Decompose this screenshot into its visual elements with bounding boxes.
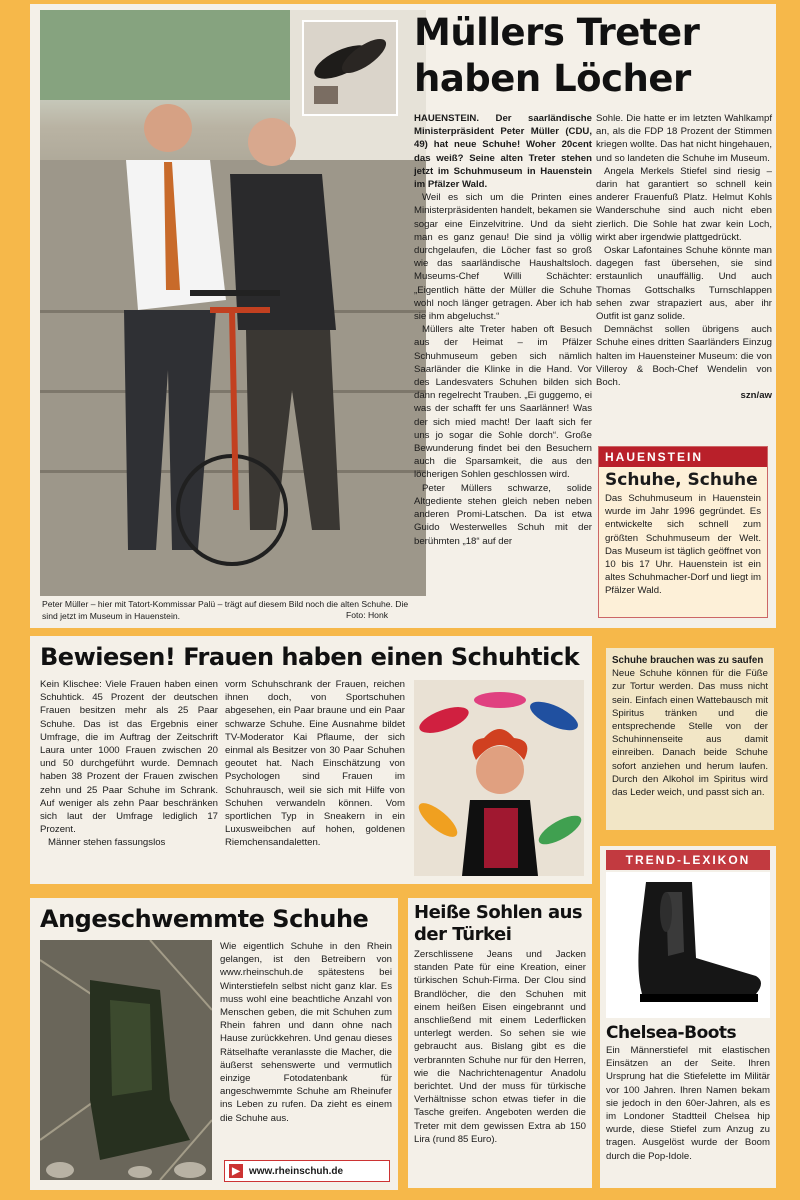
shoes-collage-illustration xyxy=(414,680,584,876)
link-text: www.rheinschuh.de xyxy=(249,1165,344,1177)
trend-lexikon-clipping xyxy=(600,846,776,1188)
rheinschuh-link[interactable] xyxy=(224,1160,390,1182)
main-article-column-2 xyxy=(596,112,772,402)
article-paragraph: vorm Schuhschrank der Frauen, reichen ihnen doch, von Sportschuhen abgesehen, ein Paar braune und ein Paar schwarze Schuhe. Eine Ausnahme bildet TV-Moderator Kai Pflaume, der sich einmal als Besitzer von 30 Paar Schuhen geoutet hat. Nach Einschätzung von Psychologen sind Frauen im Schuhrausch, weil sie sich mit Hilfe von Schuhen verwandeln können. Vom sportlichen Typ in Sneakern in ein Luxusweibchen auf hohen, goldenen Riemchensandaletten. xyxy=(225,679,405,849)
article-paragraph: Oskar Lafontaines Schuhe könnte man dagegen fast übersehen, sie sind erstaunlich unauffällig. Und auch Thomas Gottschalks Turnschlappen sehen zwar strapaziert aus, aber ihr Outfit ist ganz solide. xyxy=(596,245,772,323)
women-column-1 xyxy=(40,678,218,850)
article-paragraph: Angela Merkels Stiefel sind riesig – darin hat garantiert so schnell kein anderer Frauenfuß Platz. Helmut Kohls Wanderschuhe sind auch nicht eben zierlich. Die Sohle hat zwar kein Loch, wirkt aber irgendwie plattgedrückt. xyxy=(596,165,772,243)
inset-shoes-photo xyxy=(302,20,398,116)
turkey-shoes-clipping xyxy=(408,898,592,1188)
trend-lexikon-tag: TREND-LEXIKON xyxy=(606,850,770,870)
main-headline: Müllers Treter haben Löcher xyxy=(414,11,700,100)
article-paragraph: Zerschlissene Jeans und Jacken standen Pate für eine Kreation, einer türkischen Schuh-Firma. Der Clou sind Brandlöcher, die den Schuhen mit einem heißen Eisen eingebrannt und anschließend mit einem Lederflicken unterlegt werden. So sehen sie wie gebraucht aus. Bislang gibt es die verbrannten Schuhe nur für den Herren, wie die Nachrichtenagentur Anadolu berichtet. Und der muss für türkische Verhältnisse schon etwas tiefer in die Tasche greifen. Angeboten werden die Treter mit dem gewissen Extra ab 150 Lira (rund 85 Euro). xyxy=(414,949,586,1145)
rhine-body xyxy=(220,940,392,1125)
chelsea-boots-headline: Chelsea-Boots xyxy=(606,1023,737,1043)
women-shoes-clipping xyxy=(30,636,592,884)
turkey-headline: Heiße Sohlen aus der Türkei xyxy=(414,902,583,945)
shoe-care-tip-clipping xyxy=(606,648,774,830)
chelsea-boot-illustration xyxy=(606,872,770,1018)
chelsea-boot-photo xyxy=(606,872,770,1018)
arrow-right-icon: ▶ xyxy=(229,1164,243,1178)
author-signature: szn/aw xyxy=(740,390,772,402)
shoes-illustration xyxy=(304,22,396,114)
article-paragraph: Sohle. Die hatte er im letzten Wahlkampf an, als die FDP 18 Prozent der Stimmen kriegen wollte. Das hat nicht hingehauen, und so landeten die Schuhe im Museum. xyxy=(596,113,772,164)
boot-illustration xyxy=(40,940,212,1180)
photo-caption: Peter Müller – hier mit Tatort-Kommissar Palü – trägt auf diesem Bild noch die alten Schuhe. Die sind jetzt im Museum in Hauenstein. xyxy=(42,599,409,621)
tip-title: Schuhe brauchen was zu saufen xyxy=(612,655,764,666)
info-box-tag: HAUENSTEIN xyxy=(599,447,767,467)
photo-credit: Foto: Honk xyxy=(346,610,389,620)
main-article-clipping xyxy=(30,4,776,628)
article-paragraph: Müllers alte Treter haben oft Besuch aus der Heimat – im Pfälzer Schuhmuseum geben sich nämlich Saarländer die Klinke in die Hand. Vor des Landesvaters Schuhen bilden sich dann regelrecht Trauben. „Ei guggemo, ei was der schafft fer uns Saarlänner! Was der sich mied macht! Der laaft sich fer uns jo sogar die Sohle dorch“. Große Bewunderung findet bei den Besuchern auch die Sparsamkeit, die aus den löcherigen Sohlen geschlossen wird. xyxy=(414,324,592,481)
rhine-headline: Angeschwemmte Schuhe xyxy=(40,905,369,933)
rhine-shoes-clipping xyxy=(30,898,398,1190)
article-paragraph: Demnächst sollen übrigens auch Schuhe eines dritten Saarländers Einzug halten im Hauensteiner Museum: die von Villeroy & Boch-Chef Wendelin von Boch. xyxy=(596,324,772,389)
article-paragraph: Kein Klischee: Viele Frauen haben einen Schuhtick. 45 Prozent der deutschen Frauen besitzen mehr als 25 Paar Schuhe. Das ist das Ergebnis einer Umfrage, die im Auftrag der Zeitschrift Laura unter 1000 Frauen zwischen 20 und 50 durchgeführt wurde. Demnach haben 38 Prozent der Frauen zwischen zehn und 25 Paar Schuhe im Schrank. Auf weniger als zehn Paar beschränken sich laut der Umfrage lediglich 17 Prozent. xyxy=(40,679,218,836)
politician-photo xyxy=(40,10,426,596)
women-column-2 xyxy=(225,678,405,850)
main-article-column-1 xyxy=(414,112,592,548)
chelsea-boots-body xyxy=(606,1044,770,1163)
article-lede: HAUENSTEIN. Der saarländische Ministerpräsident Peter Müller (CDU, 49) hat neue Schuhe! Woher 20cent das weiß? Seine alten Treter stehen jetzt im Schuhmuseum in Hauenstein im Pfälzer Wald. xyxy=(414,113,592,191)
article-paragraph: Weil es sich um die Printen eines Ministerpräsidenten handelt, bekamen sie sogar eine Einzelvitrine. Und da sieht man es ganz genau! Die sind ja völlig durchgelaufen, die Löcher fast so groß wie das saarländische Haushaltsloch. Museums-Chef Willi Schächter: „Eigentlich hätte der Müller die Schuhe wohl noch länger getragen. Aber ich hab sie ihm abgeluchst.“ xyxy=(414,192,592,323)
turkey-body xyxy=(414,948,586,1146)
article-paragraph: Männer stehen fassungslos xyxy=(48,837,166,849)
women-headline: Bewiesen! Frauen haben einen Schuhtick xyxy=(40,643,580,671)
article-paragraph: Wie eigentlich Schuhe in den Rhein gelangen, ist den Betreibern von www.rheinschuh.de spätestens bei Winterstiefeln selbst nicht ganz klar. Es muss wohl eine beachtliche Anzahl von Menschen geben, die mit Schuhen zum Rhein fahren und dann ohne nach Hause zurückkehren. Und genau dieses Rätselhafte veranlasste die Macher, die äußerst sehenswerte und vermutlich einzige Fotodatenbank für angeschwemmte Schuhe am Rheinufer ins Leben zu rufen. Da zieht es einem die Schuhe aus. xyxy=(220,941,392,1124)
washed-up-boot-photo xyxy=(40,940,212,1180)
info-box-body: Das Schuhmuseum in Hauenstein wurde im Jahr 1996 gegründet. Es entwickelte sich schnell zum größten Schuhmuseum der Welt. Das Museum ist täglich geöffnet von 10 bis 17 Uhr. Hauenstein ist ein altes Schuhmacher-Dorf und liegt im Pfälzer Wald. xyxy=(605,493,761,597)
article-paragraph: Ein Männerstiefel mit elastischen Einsätzen an der Seite. Ihren Ursprung hat die Stiefelette im Militär vor 100 Jahren. Ihren Namen bekam sie jedoch in den 60er-Jahren, als es im Londoner Stadtteil Chelsea hip wurde, diese Stiefel zum Anzug zu tragen. Ausgelöst wurde der Boom durch die Pop-Idole. xyxy=(606,1045,770,1162)
article-paragraph: Peter Müllers schwarze, solide Altgediente stehen gleich neben neben anderen Promi-Latschen. Da ist etwa Guido Westerwelles Schuh mit der berühmten „18“ auf der xyxy=(414,482,592,547)
tip-body: Neue Schuhe können für die Füße zur Tortur werden. Das muss nicht sein. Einfach einen Wattebausch mit Spiritus tränken und die entsprechende Stelle von der Schuhinnenseite aus damit einreiben. Danach beide Schuhe sofort anziehen und herum laufen. Durch den Alkohol im Spiritus wird das Leder weich, und passt sich an. xyxy=(612,668,768,799)
info-box-title: Schuhe, Schuhe xyxy=(605,470,758,490)
info-box xyxy=(598,446,768,618)
woman-with-shoes-photo xyxy=(414,680,584,876)
